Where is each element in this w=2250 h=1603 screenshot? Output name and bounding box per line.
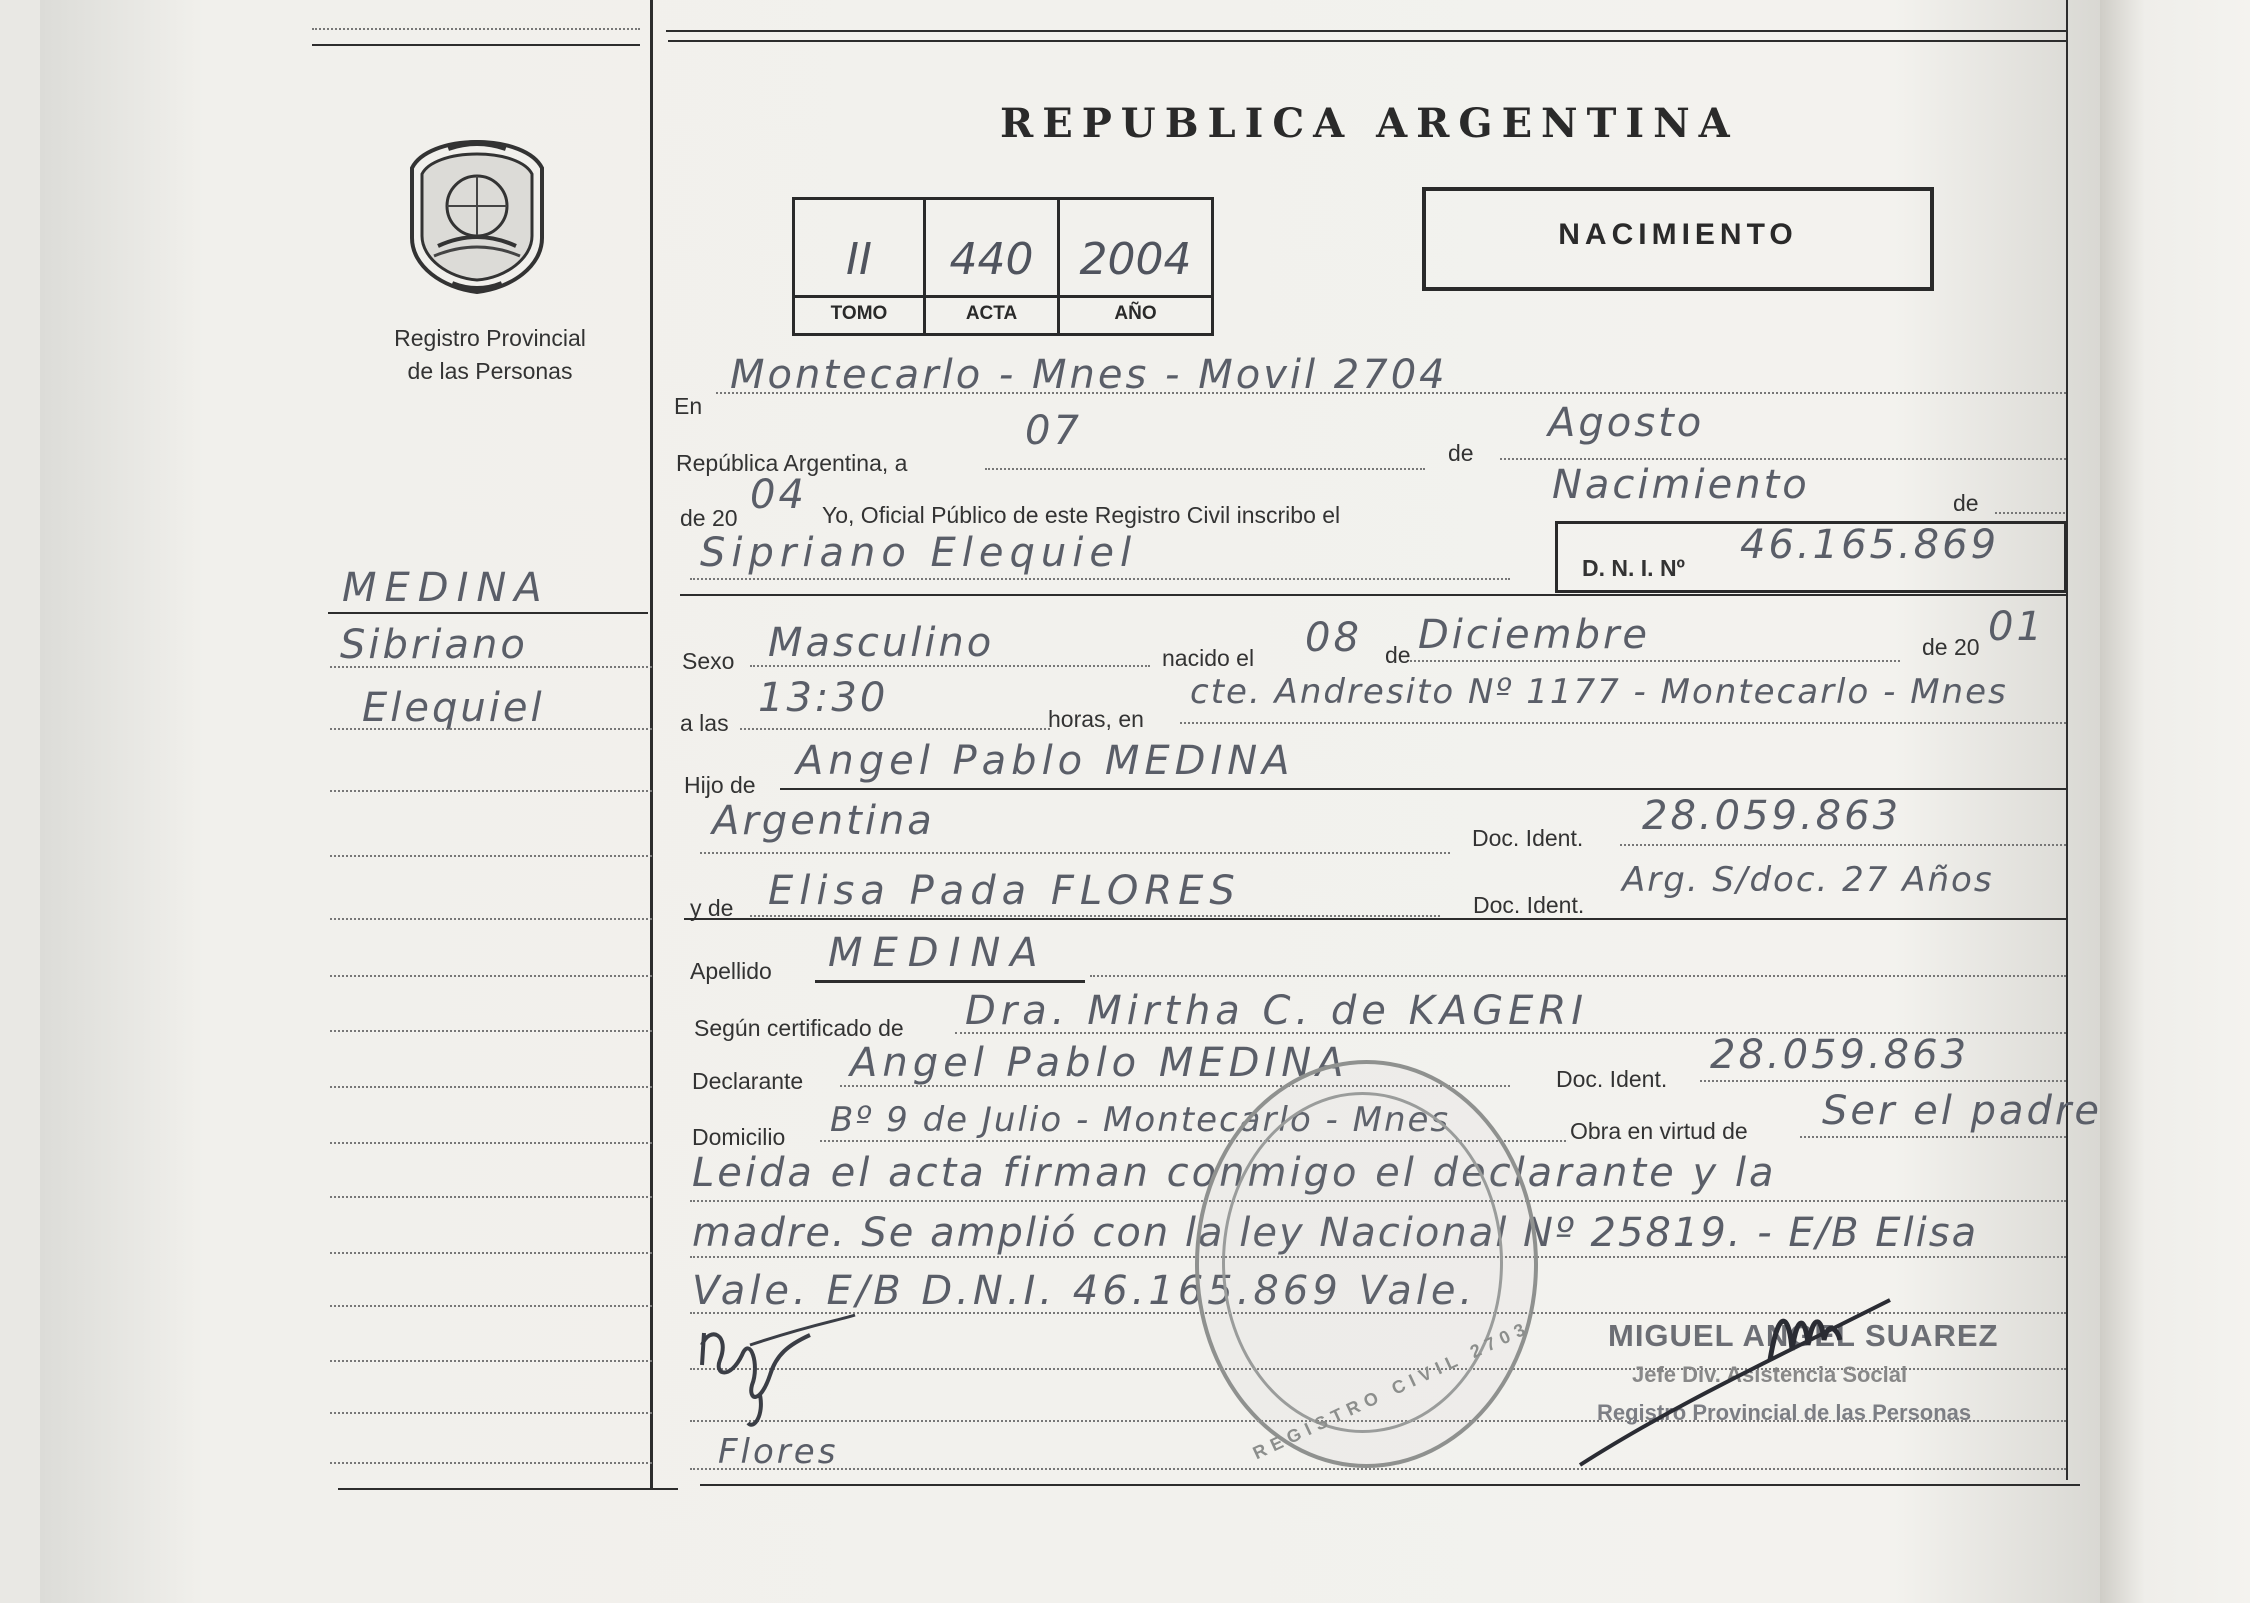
margin-given-2: Elequiel [362,685,545,731]
segun-label: Según certificado de [694,1015,904,1041]
docident-label: Doc. Ident. [1472,825,1584,851]
country-title: REPUBLICA ARGENTINA [1000,100,1739,147]
en-value: Montecarlo - Mnes - Movil 2704 [730,352,1448,398]
margin-dotted-line [330,728,652,730]
official-name: MIGUEL ANGEL SUAREZ [1608,1318,1999,1353]
dni-value: 46.165.869 [1740,522,2000,568]
nac-year: 01 [1988,604,2045,650]
form-dotted-line [750,915,1440,917]
sexo-value: Masculino [768,620,995,666]
bottom-rule [700,1484,2080,1486]
docident-label-3: Doc. Ident. [1556,1066,1668,1092]
acta-cell [926,200,1060,333]
top-right-rule-2 [668,40,2066,42]
nac-month: Diciembre [1418,612,1651,658]
misiones-crest-icon [408,138,546,294]
top-right-rule [666,30,2066,32]
margin-dotted-line [330,975,652,977]
form-dotted-line [690,578,1510,580]
inscribe-label: Yo, Oficial Público de este Registro Civil inscribo el [822,502,1341,528]
form-dotted-line [985,468,1425,470]
margin-dotted-line [330,855,652,857]
de20-label: de 20 [680,505,738,531]
form-dotted-line [1180,722,2066,724]
yde-label: y de [690,895,734,921]
tomo-cell [795,200,926,333]
margin-given-1: Sibriano [340,622,528,668]
form-dotted-line [1500,458,2066,460]
acta-value: 440 [949,234,1034,285]
segun-value: Dra. Mirtha C. de KAGERI [965,988,1589,1034]
margin-dotted-line [330,1462,652,1464]
domicilio-value: Bº 9 de Julio - Montecarlo - Mnes [830,1100,1451,1140]
padre-nac: Argentina [712,798,935,844]
form-dotted-line [1620,844,2066,846]
margin-rule [328,612,648,614]
nac-day: 08 [1305,615,1362,661]
dni-label: D. N. I. Nº [1582,555,1685,581]
declarante-value: Angel Pablo MEDINA [850,1040,1349,1086]
registry-line2: de las Personas [407,358,573,384]
declarante-label: Declarante [692,1068,804,1094]
margin-dotted-line [330,1412,652,1414]
margin-dotted-line [330,666,652,668]
ano-label: AÑO [1114,303,1157,324]
tomo-label: TOMO [830,303,888,324]
official-role: Jefe Div. Asistencia Social [1632,1362,1908,1387]
margin-bottom-rule [338,1488,678,1490]
sexo-label: Sexo [682,648,735,674]
madre-rule [684,918,2066,920]
apellido-label: Apellido [690,958,772,984]
margin-dotted-line [330,1086,652,1088]
form-dotted-line [1700,1080,2066,1082]
declarant-signature-icon [690,1305,860,1435]
margin-dotted-line [330,790,652,792]
hijo-label: Hijo de [684,772,756,798]
form-dotted-line [1090,975,2066,977]
margin-dotted-line [330,1305,652,1307]
civil-registry-stamp-inner [1222,1092,1503,1433]
day-value: 07 [1025,408,1082,454]
margin-dotted-line [330,1252,652,1254]
nac-de: de [1385,642,1411,668]
horas-label: horas, en [1048,706,1144,732]
lugar-value: cte. Andresito Nº 1177 - Montecarlo - Mnes [1190,672,2008,712]
ano-value: 2004 [1079,234,1192,285]
mother-signature: Flores [718,1432,839,1472]
form-dotted-line [716,392,2066,394]
form-dotted-line [750,665,1150,667]
note-line-2: madre. Se amplió con la ley Nacional Nº 25819. - E/B Elisa [692,1210,1979,1256]
padre-doc: 28.059.863 [1642,793,1902,839]
name-value: Sipriano Elequiel [700,530,1138,576]
note-line-3: Vale. E/B D.N.I. 46.165.869 Vale. [692,1268,1477,1314]
right-border [2066,0,2068,1480]
obra-value: Ser el padre [1822,1088,2102,1134]
official-signature-icon [1570,1240,1900,1470]
form-dotted-line [740,728,1050,730]
en-label: En [674,393,703,419]
obra-label: Obra en virtud de [1570,1118,1748,1144]
nacido-label: nacido el [1162,645,1255,671]
nac-year-label: de 20 [1922,634,1980,660]
record-number-box [792,197,1214,336]
right-page-edge [2100,0,2250,1603]
column-divider [650,0,653,1490]
padre-value: Angel Pablo MEDINA [796,738,1295,784]
margin-dotted-line [330,1142,652,1144]
registry-name [340,322,640,388]
year-value: 04 [750,472,807,518]
margin-dotted-line [330,1030,652,1032]
padre-rule [780,788,2066,790]
registry-line1: Registro Provincial [394,325,586,351]
official-org: Registro Provincial de las Personas [1597,1400,1972,1425]
month-value: Agosto [1548,400,1705,446]
inscribe-value: Nacimiento [1552,462,1810,508]
top-left-rule [312,44,640,46]
declarante-doc: 28.059.863 [1710,1032,1970,1078]
madre-doc: Arg. S/doc. 27 Años [1622,860,1994,900]
de-label: de [1448,440,1474,466]
form-dotted-line [1410,660,1900,662]
form-dotted-line [1995,512,2065,514]
tomo-value: II [846,234,872,285]
republica-label: República Argentina, a [676,450,908,476]
stamp-text: REGISTRO CIVIL 2703 [1249,1316,1534,1464]
de-label-2: de [1953,490,1979,516]
margin-dotted-line [330,1196,652,1198]
note-line-1: Leida el acta firman conmigo el declarante y la [692,1150,1777,1196]
top-dotted-line [312,28,640,30]
ano-cell [1060,200,1211,333]
acta-label: ACTA [965,303,1018,324]
margin-dotted-line [330,918,652,920]
form-dotted-line [700,852,1450,854]
madre-value: Elisa Pada FLORES [768,868,1241,914]
margin-dotted-line [330,1360,652,1362]
apellido-underline [815,980,1085,983]
section-rule [680,594,2066,596]
margin-surname: MEDINA [342,565,550,611]
act-type-label: NACIMIENTO [1558,218,1798,251]
hora-value: 13:30 [758,675,889,721]
docident-label-2: Doc. Ident. [1473,892,1585,918]
form-dotted-line [1800,1136,2066,1138]
domicilio-label: Domicilio [692,1124,786,1150]
apellido-value: MEDINA [828,930,1048,976]
alas-label: a las [680,710,729,736]
